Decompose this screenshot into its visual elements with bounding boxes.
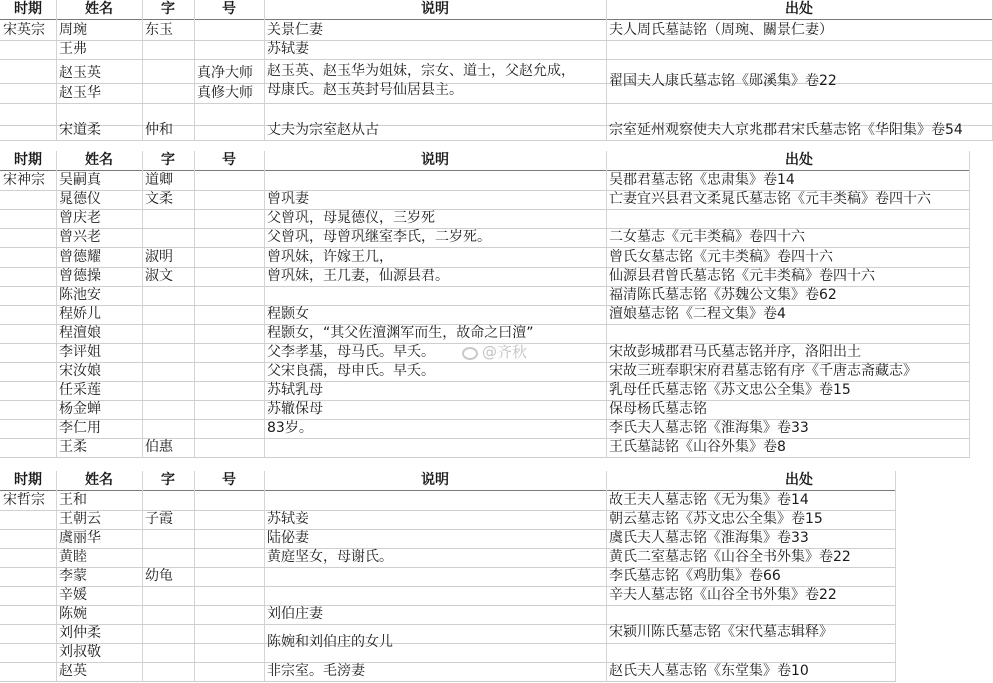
desc-cell: [264, 171, 606, 190]
table-row: [0, 84, 993, 103]
period-cell: 宋哲宗: [3, 492, 45, 508]
name-cell: 王朝云: [59, 511, 101, 527]
header-courtesy: 字: [161, 1, 175, 17]
table-row: [0, 491, 896, 510]
header-courtesy: 字: [161, 152, 175, 168]
header-name: 姓名: [85, 152, 113, 168]
alias-cell: [194, 381, 264, 400]
source-cell: [606, 324, 992, 343]
name-cell: 王和: [59, 492, 87, 508]
header-period: 时期: [14, 152, 42, 168]
period-cell: 宋英宗: [3, 22, 45, 38]
desc-cell: 苏轼乳母: [267, 382, 323, 398]
alias-cell: [194, 419, 264, 438]
header-desc: 说明: [421, 472, 449, 488]
row-divider: [0, 457, 970, 458]
alias-cell: [194, 510, 264, 529]
name-cell: 任采莲: [59, 382, 101, 398]
source-cell: [606, 643, 992, 662]
desc-cell: 程颢女，“其父佐澶渊军而生，故命之曰澶”: [267, 325, 534, 341]
desc-cell: 程颢女: [267, 306, 309, 322]
name-cell: 晁德仪: [59, 191, 101, 207]
source-cell: 虞氏夫人墓志铭《淮海集》卷33: [609, 530, 809, 546]
alias-cell: [194, 643, 264, 662]
courtesy-cell: 伯惠: [145, 439, 173, 455]
header-alias: 号: [222, 152, 236, 168]
header-courtesy: 字: [161, 472, 175, 488]
source-cell: 曾氏女墓志铭《元丰类稿》卷四十六: [609, 249, 833, 265]
source-cell: 朝云墓志铭《苏文忠公全集》卷15: [609, 511, 823, 527]
table-row: [0, 643, 896, 662]
name-cell: 虞丽华: [59, 530, 101, 546]
courtesy-cell: [142, 643, 194, 662]
table-row: [0, 529, 896, 548]
table-row: [0, 567, 896, 586]
courtesy-cell: [142, 400, 194, 419]
desc-cell: 曾巩妻: [267, 191, 309, 207]
table-row: [0, 662, 896, 681]
courtesy-cell: [142, 64, 194, 83]
alias-cell: [194, 491, 264, 510]
alias-cell: 真净大师: [197, 65, 253, 81]
row-divider: [0, 140, 993, 141]
alias-cell: [194, 228, 264, 247]
table-row: [0, 267, 970, 286]
desc-cell: 黄庭坚女，母谢氏。: [267, 549, 393, 565]
name-cell: 辛媛: [59, 587, 87, 603]
source-cell: [606, 605, 992, 624]
source-cell: 二女墓志《元丰类稿》卷四十六: [609, 229, 805, 245]
courtesy-cell: [142, 324, 194, 343]
desc-cell: 父宋良孺，母申氏。早夭。: [267, 363, 435, 379]
table-row: [0, 121, 993, 140]
name-cell: 刘仲柔: [59, 625, 101, 641]
alias-cell: [194, 586, 264, 605]
desc-cell: [264, 438, 606, 457]
source-cell: 吴郡君墓志铭《忠肃集》卷14: [609, 172, 795, 188]
header-desc: 说明: [421, 152, 449, 168]
desc-cell: 苏轼妾: [267, 511, 309, 527]
alias-cell: 真修大师: [197, 85, 253, 101]
alias-cell: [194, 343, 264, 362]
header-divider: [0, 19, 993, 20]
courtesy-cell: [142, 419, 194, 438]
merged-desc-line1: 赵玉英、赵玉华为姐妹，宗女、道士，父赵允成，: [267, 63, 575, 79]
watermark-text: @齐秋: [482, 343, 528, 361]
name-cell: 赵玉华: [59, 85, 101, 101]
courtesy-cell: [142, 586, 194, 605]
courtesy-cell: [142, 548, 194, 567]
header-desc: 说明: [421, 1, 449, 17]
source-cell: 保母杨氏墓志铭: [609, 401, 707, 417]
source-cell: 李氏墓志铭《鸡肋集》卷66: [609, 568, 781, 584]
table-row: [0, 510, 896, 529]
desc-cell: 父曾巩，母晁德仪，三岁死: [267, 210, 435, 226]
alias-cell: [194, 362, 264, 381]
header-source: 出处: [785, 152, 813, 168]
weibo-icon: [462, 347, 478, 360]
courtesy-cell: [142, 529, 194, 548]
header-period: 时期: [14, 472, 42, 488]
name-cell: 陈婉: [59, 606, 87, 622]
header-source: 出处: [785, 1, 813, 17]
desc-cell: 陆佖妻: [267, 530, 309, 546]
header-period: 时期: [14, 1, 42, 17]
desc-cell: [264, 586, 606, 605]
desc-cell: 父李孝基，母马氏。早夭。: [267, 344, 435, 360]
alias-cell: [194, 605, 264, 624]
source-cell: [606, 209, 992, 228]
source-cell: 故王夫人墓志铭《无为集》卷14: [609, 492, 809, 508]
name-cell: 陈池安: [59, 287, 101, 303]
alias-cell: [194, 567, 264, 586]
alias-cell: [194, 286, 264, 305]
alias-cell: [194, 190, 264, 209]
header-source: 出处: [785, 472, 813, 488]
courtesy-cell: [142, 624, 194, 643]
courtesy-cell: 幼龟: [145, 568, 173, 584]
source-cell: 黄氏二室墓志铭《山谷全书外集》卷22: [609, 549, 851, 565]
name-cell: 杨金蝉: [59, 401, 101, 417]
alias-cell: [194, 400, 264, 419]
alias-cell: [194, 529, 264, 548]
courtesy-cell: [142, 305, 194, 324]
courtesy-cell: [142, 362, 194, 381]
table-row: [0, 419, 970, 438]
table-row: [0, 209, 970, 228]
desc-cell: 83岁。: [267, 420, 313, 436]
courtesy-cell: 东玉: [145, 22, 173, 38]
courtesy-cell: [142, 662, 194, 681]
alias-cell: [194, 324, 264, 343]
courtesy-cell: [142, 343, 194, 362]
header-alias: 号: [222, 1, 236, 17]
row-divider: [0, 103, 993, 104]
table-row: [0, 305, 970, 324]
row-divider: [0, 681, 896, 682]
desc-cell: 苏轼妻: [267, 41, 309, 57]
alias-cell: [194, 662, 264, 681]
alias-cell: [194, 548, 264, 567]
desc-cell: 父曾巩，母曾巩继室李氏，二岁死。: [267, 229, 491, 245]
alias-cell: [194, 121, 264, 140]
courtesy-cell: [142, 491, 194, 510]
courtesy-cell: [142, 605, 194, 624]
source-cell: 王氏墓誌铭《山谷外集》卷8: [609, 439, 786, 455]
table-row: [0, 362, 970, 381]
source-cell: 乳母任氏墓志铭《苏文忠公全集》卷15: [609, 382, 851, 398]
header-row: [0, 151, 970, 170]
name-cell: 曾德耀: [59, 249, 101, 265]
table-row: [0, 400, 970, 419]
source-cell: 宗室延州观察使夫人京兆郡君宋氏墓志铭《华阳集》卷54: [609, 122, 963, 138]
courtesy-cell: 道卿: [145, 172, 173, 188]
name-cell: 吴嗣真: [59, 172, 101, 188]
desc-cell: 曾巩妹，许嫁王几，: [267, 249, 393, 265]
table-row: [0, 190, 970, 209]
name-cell: 李蒙: [59, 568, 87, 584]
source-cell: 亡妻宜兴县君文柔晁氏墓志铭《元丰类稿》卷四十六: [609, 191, 931, 207]
alias-cell: [194, 438, 264, 457]
watermark: [462, 341, 527, 362]
name-cell: 曾兴老: [59, 229, 101, 245]
merged-desc: 陈婉和刘伯庄的女儿: [267, 634, 393, 650]
row-divider: [0, 59, 993, 60]
courtesy-cell: [142, 286, 194, 305]
source-cell: 夫人周氏墓誌铭（周琬、關景仁妻）: [609, 22, 833, 38]
desc-cell: 非宗室。毛滂妻: [267, 663, 365, 679]
alias-cell: [194, 248, 264, 267]
desc-cell: 关景仁妻: [267, 22, 323, 38]
alias-cell: [194, 624, 264, 643]
table-row: [0, 248, 970, 267]
header-name: 姓名: [85, 1, 113, 17]
courtesy-cell: 文柔: [145, 191, 173, 207]
table-row: [0, 171, 970, 190]
table-row: [0, 605, 896, 624]
courtesy-cell: [142, 381, 194, 400]
desc-cell: 曾巩妹，王几妻，仙源县君。: [267, 268, 449, 284]
desc-cell: [264, 567, 606, 586]
name-cell: 李仁用: [59, 420, 101, 436]
table-row: [0, 586, 896, 605]
courtesy-cell: [142, 40, 194, 59]
header-name: 姓名: [85, 472, 113, 488]
source-cell: 宋故彭城郡君马氏墓志铭并序，洛阳出土: [609, 344, 861, 360]
name-cell: 黄睦: [59, 549, 87, 565]
merged-source: 宋颍川陈氏墓志铭《宋代墓志辑释》: [609, 624, 833, 640]
courtesy-cell: 淑文: [145, 268, 173, 284]
alias-cell: [194, 40, 264, 59]
alias-cell: [194, 305, 264, 324]
source-cell: 仙源县君曾氏墓志铭《元丰类稿》卷四十六: [609, 268, 875, 284]
source-cell: 澶娘墓志铭《二程文集》卷4: [609, 306, 786, 322]
alias-cell: [194, 267, 264, 286]
name-cell: 宋道柔: [59, 122, 101, 138]
courtesy-cell: 淑明: [145, 249, 173, 265]
desc-cell: [264, 286, 606, 305]
table-row: [0, 21, 993, 40]
courtesy-cell: [142, 228, 194, 247]
table-row: [0, 228, 970, 247]
alias-cell: [194, 171, 264, 190]
name-cell: 李评姐: [59, 344, 101, 360]
source-cell: 宋故三班奉职宋府君墓志铭有序《千唐志斋藏志》: [609, 363, 917, 379]
courtesy-cell: 仲和: [145, 122, 173, 138]
period-cell: 宋神宗: [3, 172, 45, 188]
name-cell: 宋汝娘: [59, 363, 101, 379]
source-cell: 赵氏夫人墓志铭《东堂集》卷10: [609, 663, 809, 679]
header-row: [0, 0, 993, 19]
merged-source: 翟国夫人康氏墓志铭《郧溪集》卷22: [609, 73, 837, 89]
courtesy-cell: [142, 209, 194, 228]
name-cell: 周琬: [59, 22, 87, 38]
table-row: [0, 438, 970, 457]
name-cell: 曾德操: [59, 268, 101, 284]
table-row: [0, 548, 896, 567]
name-cell: 王弗: [59, 41, 87, 57]
table-row: [0, 286, 970, 305]
desc-cell: 苏辙保母: [267, 401, 323, 417]
name-cell: 程娇儿: [59, 306, 101, 322]
table-row: [0, 381, 970, 400]
table-row: [0, 40, 993, 59]
name-cell: 赵英: [59, 663, 87, 679]
header-alias: 号: [222, 472, 236, 488]
desc-cell: [264, 491, 606, 510]
alias-cell: [194, 209, 264, 228]
source-cell: 福清陈氏墓志铭《苏魏公文集》卷62: [609, 287, 837, 303]
merged-desc-line2: 母康氏。赵玉英封号仙居县主。: [267, 82, 463, 98]
source-cell: 辛夫人墓志铭《山谷全书外集》卷22: [609, 587, 837, 603]
courtesy-cell: 子霞: [145, 511, 173, 527]
source-cell: [606, 40, 992, 59]
header-row: [0, 471, 896, 490]
name-cell: 赵玉英: [59, 65, 101, 81]
name-cell: 刘叔敬: [59, 644, 101, 660]
name-cell: 曾庆老: [59, 210, 101, 226]
name-cell: 王柔: [59, 439, 87, 455]
name-cell: 程澶娘: [59, 325, 101, 341]
source-cell: 李氏夫人墓志铭《淮海集》卷33: [609, 420, 809, 436]
courtesy-cell: [142, 84, 194, 103]
desc-cell: 刘伯庄妻: [267, 606, 323, 622]
alias-cell: [194, 21, 264, 40]
desc-cell: 丈夫为宗室赵从古: [267, 122, 379, 138]
